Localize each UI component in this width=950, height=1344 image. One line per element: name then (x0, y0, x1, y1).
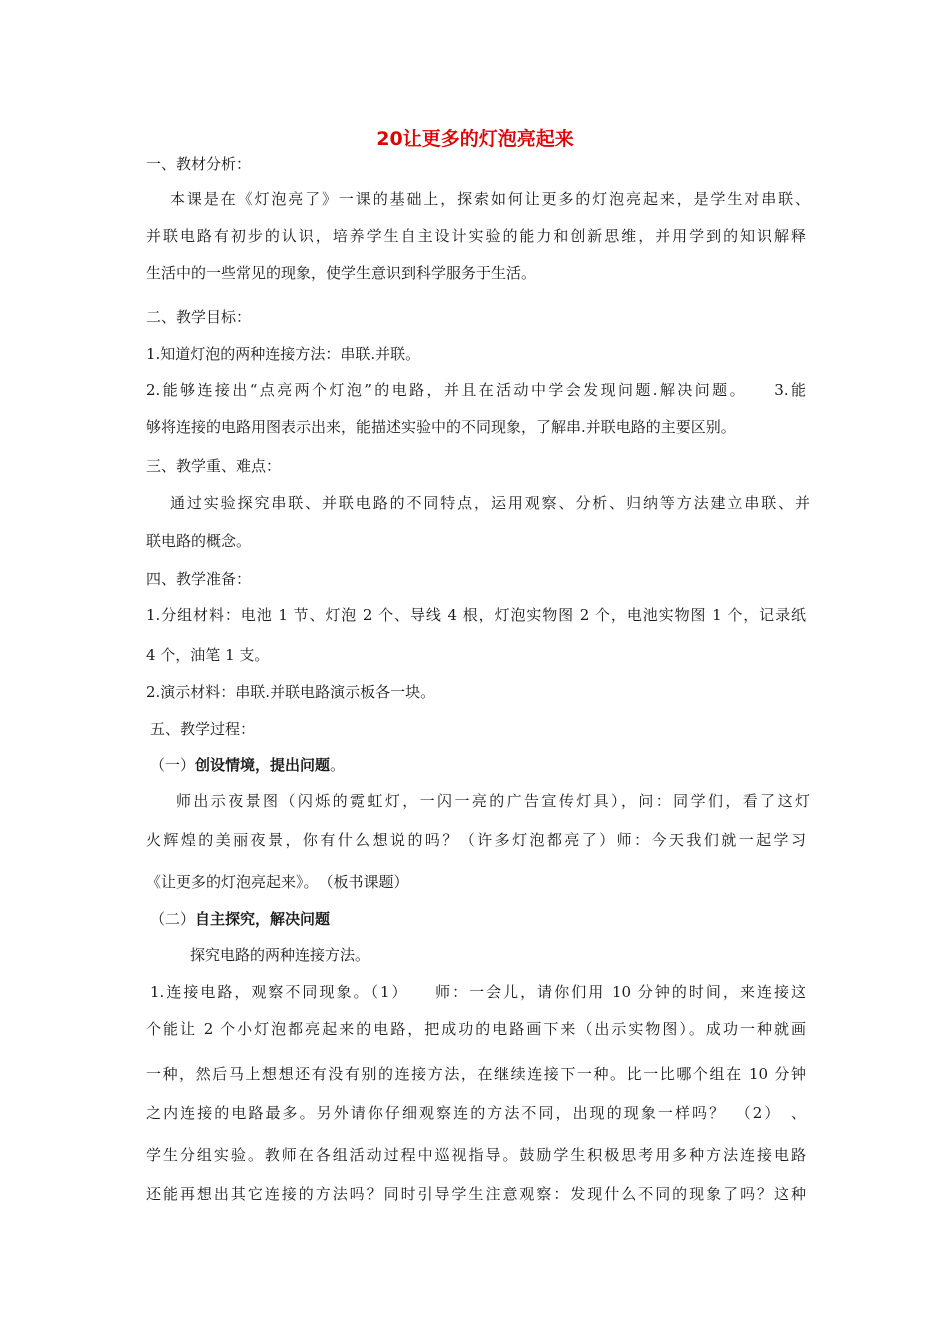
document-title: 20让更多的灯泡亮起来 (376, 128, 574, 150)
section-heading-1: 一、教材分析： (146, 155, 252, 173)
subsection-title: 自主探究，解决问题 (195, 910, 331, 928)
section-heading-4: 四、教学准备： (146, 570, 252, 588)
paragraph-line: 还能再想出其它连接的方法吗？同时引导学生注意观察：发现什么不同的现象了吗？这种 (146, 1185, 806, 1203)
paragraph-line: 本课是在《灯泡亮了》一课的基础上，探索如何让更多的灯泡亮起来，是学生对串联、 (170, 190, 810, 208)
paragraph-line: 探究电路的两种连接方法。 (190, 946, 371, 964)
paragraph-line: 1.知道灯泡的两种连接方法：串联.并联。 (146, 345, 421, 363)
paragraph-line: 之内连接的电路最多。另外请你仔细观察连的方法不同，出现的现象一样吗？ （2） 、 (146, 1104, 806, 1122)
subsection-number: （一） (150, 756, 196, 774)
paragraph-line: 4 个，油笔 1 支。 (146, 646, 270, 664)
paragraph-line: 1.分组材料：电池 1 节、灯泡 2 个、导线 4 根，灯泡实物图 2 个，电池实物图 1 个，记录纸 (146, 606, 806, 624)
paragraph-line: 通过实验探究串联、并联电路的不同特点，运用观察、分析、归纳等方法建立串联、并 (170, 494, 810, 512)
paragraph-line: 并联电路有初步的认识，培养学生自主设计实验的能力和创新思维，并用学到的知识解释 (146, 227, 806, 245)
subsection-title: 创设情境，提出问题 (195, 756, 331, 774)
paragraph-line: 火辉煌的美丽夜景，你有什么想说的吗？（许多灯泡都亮了）师：今天我们就一起学习 (146, 831, 806, 849)
paragraph-line: 1.连接电路，观察不同现象。（1） 师：一会儿，请你们用 10 分钟的时间，来连接这 (150, 983, 806, 1001)
paragraph-line: 《让更多的灯泡亮起来》。 （板书课题） (146, 873, 409, 891)
paragraph-line: 生活中的一些常见的现象，使学生意识到科学服务于生活。 (146, 264, 537, 282)
subsection-heading-2 (150, 909, 330, 929)
paragraph-line: 联电路的概念。 (146, 532, 252, 550)
paragraph-line: 师出示夜景图（闪烁的霓虹灯，一闪一亮的广告宣传灯具），问：同学们，看了这灯 (176, 792, 810, 810)
paragraph-line: 够将连接的电路用图表示出来，能描述实验中的不同现象，了解串.并联电路的主要区别。 (146, 418, 736, 436)
paragraph-line: 个能让 2 个小灯泡都亮起来的电路，把成功的电路画下来（出示实物图）。成功一种就画 (146, 1020, 806, 1038)
paragraph-line: 一种，然后马上想想还有没有别的连接方法，在继续连接下一种。比一比哪个组在 10 分钟 (146, 1065, 806, 1083)
subsection-number: （二） (150, 910, 196, 928)
paragraph-line: 学生分组实验。教师在各组活动过程中巡视指导。鼓励学生积极思考用多种方法连接电路 (146, 1146, 806, 1164)
subsection-heading-1 (150, 755, 345, 775)
paragraph-line: 2.能够连接出“点亮两个灯泡”的电路，并且在活动中学会发现问题.解决问题。 3.能 (146, 381, 806, 399)
subsection-punct: 。 (330, 756, 346, 774)
section-heading-5: 五、教学过程： (150, 720, 256, 738)
paragraph-line: 2.演示材料：串联.并联电路演示板各一块。 (146, 683, 436, 701)
section-heading-3: 三、教学重、难点： (146, 457, 282, 475)
section-heading-2: 二、教学目标： (146, 308, 252, 326)
